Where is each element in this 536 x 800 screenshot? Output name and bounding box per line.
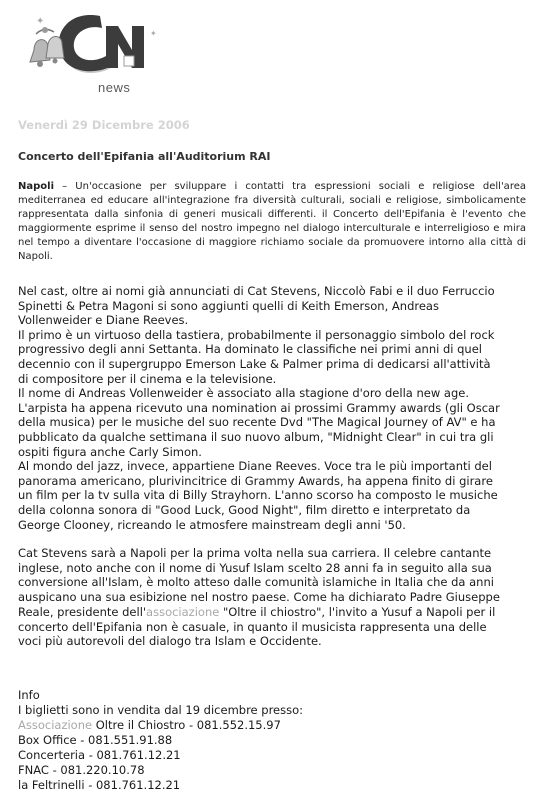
- info-entry-text: Oltre il Chiostro - 081.552.15.97: [92, 718, 281, 732]
- cast-line: ospiti figura anche Carly Simon.: [18, 444, 202, 459]
- cn-news-logo: [20, 6, 160, 98]
- bell-icon: [30, 27, 64, 67]
- cast-line: Il primo è un virtuoso della tastiera, probabilmente il personaggio simbolo del rock: [18, 327, 495, 342]
- cast-line: Nel cast, oltre ai nomi già annunciati di Cat Stevens, Niccolò Fabi e il duo Ferruccio: [18, 284, 495, 298]
- info-entry: [18, 718, 526, 733]
- info-section: [18, 688, 526, 793]
- svg-text:✦: ✦: [150, 29, 157, 38]
- cat-line: [18, 605, 526, 620]
- intro-paragraph: [18, 180, 526, 263]
- info-title: Info: [18, 688, 40, 702]
- associazione-link[interactable]: associazione: [146, 604, 220, 619]
- cast-line: L'arpista ha appena ricevuto una nomination ai prossimi Grammy awards (gli Oscar: [18, 400, 500, 415]
- cast-line: decennio con il supergruppo Emerson Lake & Palmer prima di dedicarsi all'attività: [18, 356, 491, 371]
- cast-line: panorama americano, plurivincitrice di Grammy Awards, ha appena finito di girare: [18, 473, 493, 488]
- cast-line: George Clooney, ricreando le atmosfere mainstream degli anni '50.: [18, 517, 406, 532]
- logo-news-label: news: [98, 80, 131, 95]
- cast-line: della musica) per le musiche del suo recente Dvd "The Magical Journey of AV" e ha: [18, 415, 496, 430]
- cast-line: progressivo degli anni Settanta. Ha dominato le classifiche nei primi anni di quel: [18, 342, 482, 357]
- cat-line: auspicano una sua esibizione nel nostro paese. Come ha dichiarato Padre Giuseppe: [18, 590, 500, 605]
- cat-line: voci più autorevoli del dialogo tra Islam e Occidente.: [18, 634, 322, 649]
- svg-text:✦: ✦: [36, 16, 45, 27]
- info-entry: Box Office - 081.551.91.88: [18, 733, 173, 747]
- cast-line: della colonna sonora di "Good Luck, Good Night", film diretto e interpretato da: [18, 502, 471, 517]
- info-entry: FNAC - 081.220.10.78: [18, 763, 145, 777]
- cast-line: di compositore per il cinema e la televisione.: [18, 371, 277, 386]
- cat-line: Cat Stevens sarà a Napoli per la prima volta nella sua carriera. Il celebre cantante: [18, 546, 492, 560]
- cast-line: Spinetti & Petra Magoni si sono aggiunti quelli di Keith Emerson, Andreas: [18, 298, 439, 313]
- cat-line-text: "Oltre il chiostro", l'invito a Yusuf a Napoli per il: [219, 604, 496, 619]
- cat-line: conversione all'Islam, è molto atteso dalle comunità islamiche in Italia che da anni: [18, 575, 494, 590]
- intro-place: Napoli: [18, 181, 55, 192]
- cast-line: pubblicato da qualche settimana il suo nuovo album, "Midnight Clear" in cui tra gli: [18, 429, 494, 444]
- info-entry: Concerteria - 081.761.12.21: [18, 748, 181, 762]
- cat-line: inglese, noto anche con il nome di Yusuf Islam scelto 28 anni fa in seguito alla sua: [18, 560, 492, 575]
- associazione-link[interactable]: Associazione: [18, 718, 93, 732]
- info-entry: la Feltrinelli - 081.761.12.21: [18, 778, 181, 792]
- cat-stevens-paragraph: [18, 546, 526, 649]
- article-headline: Concerto dell'Epifania all'Auditorium RAI: [18, 150, 271, 163]
- cast-paragraph: [18, 284, 526, 532]
- cast-line: Vollenweider e Diane Reeves.: [18, 313, 189, 328]
- info-intro: I biglietti sono in vendita dal 19 dicembre presso:: [18, 703, 304, 717]
- article-date: Venerdì 29 Dicembre 2006: [18, 118, 190, 132]
- cast-line: Al mondo del jazz, invece, appartiene Diane Reeves. Voce tra le più importanti del: [18, 459, 492, 474]
- cast-line: un film per la tv sulla vita di Billy Strayhorn. L'anno scorso ha composto le musiche: [18, 488, 498, 503]
- intro-text: – Un'occasione per sviluppare i contatti tra espressioni sociali e religiose dell'area mediterranea ed educare all'integrazione fra diversità culturali, sociali e religiose, simbolicamente rappresentata dalla sinfonia di generi musicali differenti. il Concerto dell'Epifania è l'evento che maggiormente esprime il senso del nostro impegno nel dialogo interculturale e interreligioso e mira nel tempo a diventare l'occasione di maggiore richiamo sociale da promuovere intorno alla città di Napoli.: [18, 181, 526, 262]
- cat-line: concerto dell'Epifania non è casuale, in quanto il musicista rappresenta una delle: [18, 619, 487, 634]
- cast-line: Il nome di Andreas Vollenweider è associato alla stagione d'oro della new age.: [18, 386, 469, 401]
- cat-line-text: Reale, presidente dell': [18, 604, 147, 619]
